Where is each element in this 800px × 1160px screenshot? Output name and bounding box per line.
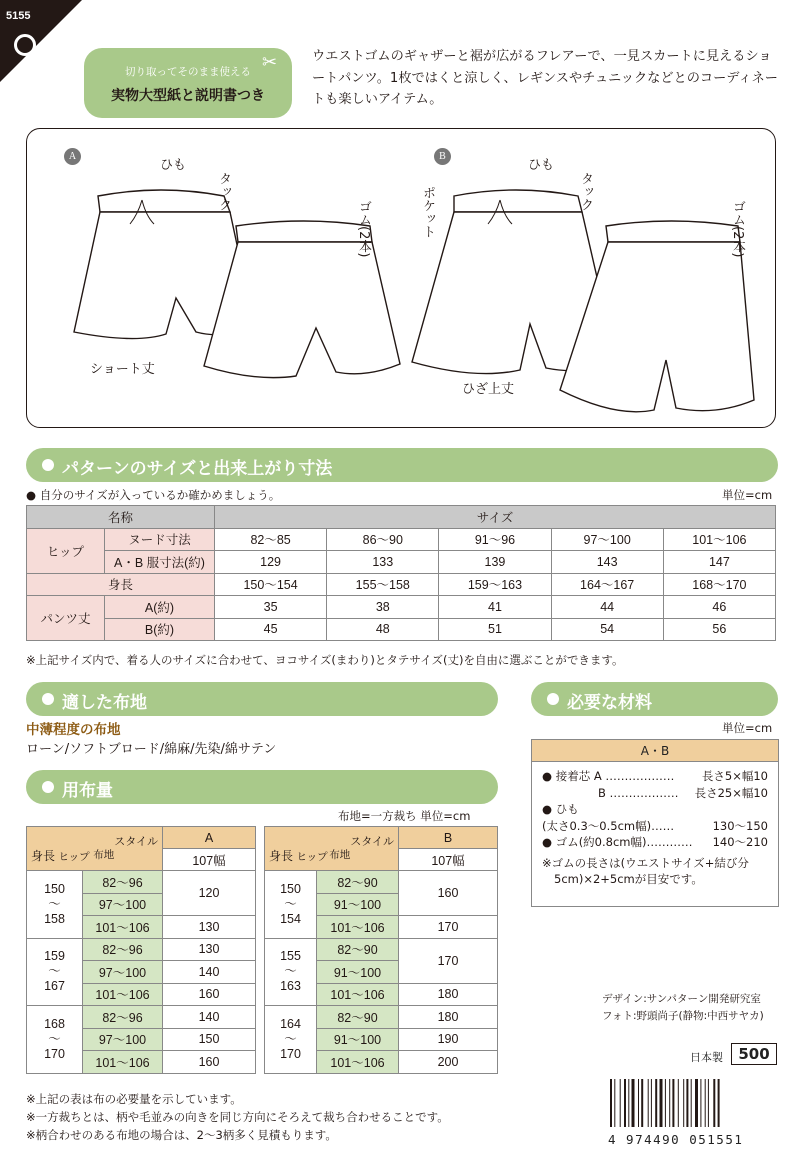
size-note: ● 自分のサイズが入っているか確かめましょう。 (26, 488, 281, 502)
b-approx-label: B(約) (105, 618, 215, 641)
table-cell: 168〜170 (663, 573, 775, 596)
list-item: ● ゴム(約0.8cm幅)………… 140〜210 (542, 835, 768, 849)
table-cell: 45 (215, 618, 327, 641)
intro-text: ウエストゴムのギャザーと裾が広がるフレアーで、一見スカートに見えるショートパンツ。1枚ではくと涼しく、レギンスやチュニックなどとのコーディネートも楽しいアイテム。 (312, 49, 778, 107)
list-item: (太さ0.3〜0.5cm幅)…… 130〜150 (542, 818, 768, 833)
hip-cell: 82〜96 (83, 871, 163, 894)
nude-label: ヌード寸法 (105, 528, 215, 551)
b-elastic-label: ゴム(2本) (730, 200, 745, 258)
hip-cell: 101〜106 (317, 1051, 399, 1074)
height-label: 身長 (27, 573, 215, 596)
design-credit: デザイン:サンパターン開発研究室 (602, 993, 761, 1005)
table-cell: 120 (163, 871, 256, 916)
fabric-list: ローン/ソフトブロード/綿麻/先染/綿サテン (26, 742, 277, 757)
table-row (27, 827, 256, 849)
height-cell: 159 〜 167 (27, 938, 83, 1006)
fabric-section-title: 適した布地 (62, 693, 147, 713)
hip-cell: 82〜90 (317, 871, 399, 894)
table-cell: 160 (399, 871, 498, 916)
yardage-note: 布地=一方裁ち 単位=cm (338, 809, 471, 823)
size-section-heading (26, 448, 778, 482)
table-cell: 143 (551, 551, 663, 574)
height-cell: 168 〜 170 (27, 1006, 83, 1074)
table-cell: 97〜100 (551, 528, 663, 551)
table-row (27, 1006, 256, 1029)
height-cell: 164 〜 170 (265, 1006, 317, 1074)
table-cell: 150〜154 (215, 573, 327, 596)
bullet-dot-icon (42, 781, 54, 793)
hip-cell: 82〜90 (317, 938, 399, 961)
materials-section-heading (531, 682, 778, 716)
hip-cell: 101〜106 (317, 983, 399, 1006)
table-cell: 180 (399, 1006, 498, 1029)
hip-cell: 101〜106 (83, 916, 163, 939)
table-cell: 140 (163, 961, 256, 984)
hip-cell: 101〜106 (83, 1051, 163, 1074)
table-cell: 54 (551, 618, 663, 641)
table-cell: 164〜167 (551, 573, 663, 596)
list-item: ● ひも (542, 802, 579, 816)
table-cell: 38 (327, 596, 439, 619)
size-table (26, 505, 776, 641)
yardage-footnote: ※上記の表は布の必要量を示しています。 (26, 1092, 242, 1106)
table-cell: 101〜106 (663, 528, 775, 551)
bullet-dot-icon (42, 459, 54, 471)
yardage-footnote: ※柄合わせのある布地の場合は、2〜3柄多く見積もります。 (26, 1128, 337, 1142)
table-row (265, 1006, 498, 1029)
pattern-badge (84, 48, 292, 118)
a-approx-label: A(約) (105, 596, 215, 619)
bullet-dot-icon (42, 693, 54, 705)
table-cell: 35 (215, 596, 327, 619)
hip-cell: 82〜96 (83, 938, 163, 961)
list-item: B ……………… 長さ25×幅10 (598, 785, 768, 800)
badge-title: 実物大型紙と説明書つき (111, 88, 265, 104)
table-cell: 130 (163, 938, 256, 961)
table-cell: 51 (439, 618, 551, 641)
garment-label: A・B 服寸法(約) (105, 551, 215, 574)
yardage-b-header: スタイル 身長 ヒップ 布地 (265, 827, 399, 871)
table-cell: 46 (663, 596, 775, 619)
table-row (265, 827, 498, 849)
table-cell: 91〜96 (439, 528, 551, 551)
table-header-size: サイズ (215, 506, 776, 529)
made-in-label: 日本製 (690, 1051, 723, 1064)
table-cell: 160 (163, 983, 256, 1006)
table-cell: 133 (327, 551, 439, 574)
materials-section-title: 必要な材料 (567, 693, 652, 713)
table-cell: 82〜85 (215, 528, 327, 551)
table-cell: 44 (551, 596, 663, 619)
table-cell: 56 (663, 618, 775, 641)
yardage-footnote: ※一方裁ちとは、柄や毛並みの向きを同じ方向にそろえて裁ち合わせることです。 (26, 1110, 449, 1124)
hip-cell: 97〜100 (83, 961, 163, 984)
garment-illustrations (26, 128, 776, 428)
table-cell: 139 (439, 551, 551, 574)
size-footnote: ※上記サイズ内で、着る人のサイズに合わせて、ヨコサイズ(まわり)とタテサイズ(丈)を自由に選ぶことができます。 (26, 653, 624, 667)
table-row (27, 938, 256, 961)
hip-cell: 97〜100 (83, 1028, 163, 1051)
bullet-dot-icon (547, 693, 559, 705)
table-cell: 155〜158 (327, 573, 439, 596)
table-row (27, 528, 776, 551)
height-cell: 155 〜 163 (265, 938, 317, 1006)
yardage-a-width: 107幅 (163, 849, 256, 871)
materials-note-1: ※ゴムの長さは(ウエストサイズ+結び分 (542, 855, 749, 870)
style-a-label: A (64, 148, 81, 165)
size-unit: 単位=cm (722, 488, 773, 502)
table-cell: 147 (663, 551, 775, 574)
brand-logo-icon (14, 34, 36, 56)
a-length-label: ショート丈 (90, 362, 155, 377)
yardage-b-width: 107幅 (399, 849, 498, 871)
table-row (265, 871, 498, 894)
table-row (27, 573, 776, 596)
price-box: 500 (731, 1043, 777, 1065)
b-pocket-label: ポケット (420, 186, 435, 238)
materials-note-2: 5cm)×2+5cmが目安です。 (554, 872, 703, 886)
fabric-heading: 中薄程度の布地 (26, 722, 121, 738)
table-cell: 129 (215, 551, 327, 574)
scissors-icon: ✂ (262, 52, 278, 73)
yardage-table-b (264, 826, 498, 1074)
photo-credit: フォト:野頭尚子(静物:中西サヤカ) (602, 1010, 764, 1022)
badge-subtitle: 切り取ってそのまま使える (125, 66, 251, 78)
table-cell: 170 (399, 916, 498, 939)
yardage-section-heading (26, 770, 498, 804)
style-b-label: B (434, 148, 451, 165)
yardage-footnotes (26, 1090, 449, 1144)
table-cell: 150 (163, 1028, 256, 1051)
yardage-a-style: A (163, 827, 256, 849)
barcode-icon (608, 1079, 778, 1127)
hip-cell: 101〜106 (317, 916, 399, 939)
hip-label: ヒップ (27, 528, 105, 573)
table-row (27, 871, 256, 894)
table-cell: 140 (163, 1006, 256, 1029)
pattern-code: 5155 (6, 10, 31, 22)
table-cell: 180 (399, 983, 498, 1006)
size-note-text: 自分のサイズが入っているか確かめましょう。 (39, 488, 281, 502)
hip-cell: 91〜100 (317, 1028, 399, 1051)
a-string-label: ひも (160, 158, 187, 173)
materials-unit: 単位=cm (722, 721, 773, 735)
hip-cell: 82〜90 (317, 1006, 399, 1029)
table-row (27, 551, 776, 574)
list-item: ● 接着芯 A ……………… 長さ5×幅10 (542, 769, 768, 783)
table-cell: 160 (163, 1051, 256, 1074)
hip-cell: 91〜100 (317, 961, 399, 984)
a-elastic-label: ゴム(2本) (356, 200, 371, 258)
b-string-label: ひも (528, 158, 555, 173)
yardage-section-title: 用布量 (62, 781, 113, 801)
hip-cell: 91〜100 (317, 893, 399, 916)
table-row (27, 506, 776, 529)
table-row (265, 938, 498, 961)
fabric-section-heading (26, 682, 498, 716)
pants-length-label: パンツ丈 (27, 596, 105, 641)
table-header-name: 名称 (27, 506, 215, 529)
yardage-b-style: B (399, 827, 498, 849)
yardage-table-a (26, 826, 256, 1074)
table-cell: 48 (327, 618, 439, 641)
a-tuck-label: タック (216, 172, 231, 211)
b-length-label: ひざ上丈 (462, 382, 515, 397)
hip-cell: 97〜100 (83, 893, 163, 916)
materials-box (531, 739, 779, 907)
size-section-title: パターンのサイズと出来上がり寸法 (62, 459, 333, 479)
hip-cell: 82〜96 (83, 1006, 163, 1029)
table-cell: 86〜90 (327, 528, 439, 551)
table-cell: 159〜163 (439, 573, 551, 596)
table-row (27, 618, 776, 641)
table-row (27, 596, 776, 619)
b-tuck-label: タック (578, 172, 593, 211)
hip-cell: 101〜106 (83, 983, 163, 1006)
table-cell: 200 (399, 1051, 498, 1074)
height-cell: 150 〜 158 (27, 871, 83, 939)
materials-header: A・B (532, 740, 778, 762)
table-cell: 130 (163, 916, 256, 939)
yardage-a-header: スタイル 身長 ヒップ 布地 (27, 827, 163, 871)
table-cell: 170 (399, 938, 498, 983)
height-cell: 150 〜 154 (265, 871, 317, 939)
table-cell: 41 (439, 596, 551, 619)
barcode-number: 4 974490 051551 (608, 1132, 744, 1147)
table-cell: 190 (399, 1028, 498, 1051)
